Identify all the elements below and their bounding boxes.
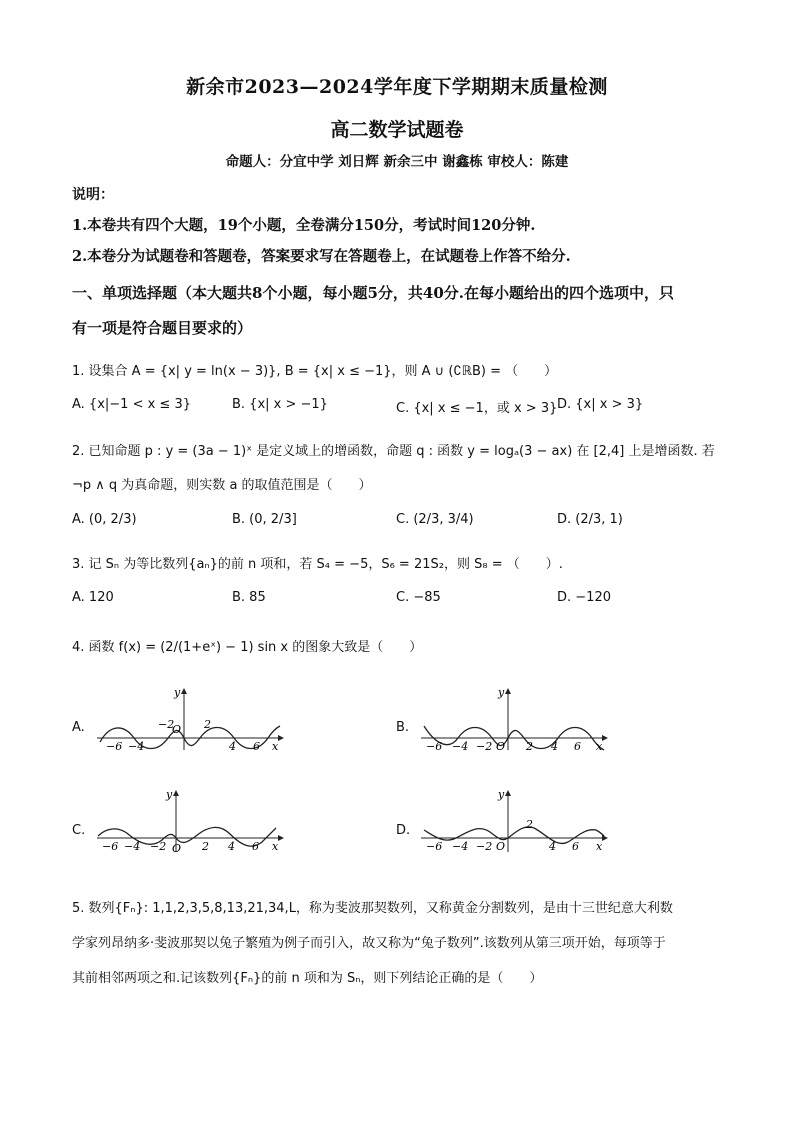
graph-d-y-label: y xyxy=(498,788,505,801)
graph-a-tick-2: 2 xyxy=(204,718,211,731)
graph-b-tick-6: 6 xyxy=(574,740,581,753)
graph-b-y-label: y xyxy=(498,686,505,699)
section-heading-line1: 一、单项选择题（本大题共8个小题，每小题5分，共40分.在每小题给出的四个选项中，只 xyxy=(72,284,674,302)
graph-c xyxy=(92,788,292,862)
question-3-option-d: D. −120 xyxy=(557,590,611,605)
question-1-option-d: D. {x| x > 3} xyxy=(557,397,644,412)
question-3-option-c: C. −85 xyxy=(396,590,441,605)
question-2-stem-line1: 2. 已知命题 p : y = (3a − 1)ˣ 是定义域上的增函数，命题 q : 函数 y = logₐ(3 − ax) 在 [2,4] 上是增函数. 若 xyxy=(72,444,715,459)
graph-c-tick-neg4: −4 xyxy=(124,840,141,853)
question-2-option-c: C. (2/3, 3/4) xyxy=(396,512,474,527)
graph-a-tick-neg2: −2 xyxy=(158,718,175,731)
graph-a-y-arrow xyxy=(181,688,187,694)
exam-authors: 命题人：分宜中学 刘日辉 新余三中 谢鑫栋 审校人：陈建 xyxy=(225,154,569,170)
graph-c-tick-4: 4 xyxy=(228,840,235,853)
graph-b xyxy=(416,686,616,760)
graph-a-label: A. xyxy=(72,720,85,735)
graph-a-tick-4: 4 xyxy=(229,740,236,753)
graph-c-tick-neg2: −2 xyxy=(150,840,167,853)
graph-b-svg xyxy=(416,686,616,756)
graph-d-tick-2: 2 xyxy=(526,818,533,831)
graph-d-tick-6: 6 xyxy=(572,840,579,853)
graph-c-y-arrow xyxy=(173,790,179,796)
graph-a-y-label: y xyxy=(174,686,181,699)
graph-a-origin: O xyxy=(172,723,182,736)
note-item-1: 1.本卷共有四个大题，19个小题，全卷满分150分，考试时间120分钟. xyxy=(72,217,536,234)
graph-b-tick-neg2: −2 xyxy=(476,740,493,753)
graph-a-svg xyxy=(92,686,292,756)
graph-a-x-arrow xyxy=(278,735,284,741)
section-heading-line2: 有一项是符合题目要求的） xyxy=(72,319,253,337)
question-5-line1: 5. 数列{Fₙ}: 1,1,2,3,5,8,13,21,34,L，称为斐波那契数列，又称黄金分割数列，是由十三世纪意大利数 xyxy=(72,901,673,916)
exam-subtitle: 高二数学试题卷 xyxy=(330,119,464,141)
graph-b-tick-2: 2 xyxy=(526,740,533,753)
graph-d-y-arrow xyxy=(505,790,511,796)
graph-d-label: D. xyxy=(396,823,411,838)
question-1-option-a: A. {x|−1 < x ≤ 3} xyxy=(72,397,191,412)
question-5-line2: 学家列昂纳多·斐波那契以兔子繁殖为例子而引入，故又称为“兔子数列”.该数列从第三项开始，每项等于 xyxy=(72,936,666,951)
graph-c-y-label: y xyxy=(166,788,173,801)
graph-b-tick-4: 4 xyxy=(551,740,558,753)
graph-d-tick-neg4: −4 xyxy=(452,840,469,853)
graph-d-tick-neg2: −2 xyxy=(476,840,493,853)
graph-d-svg xyxy=(416,788,616,858)
graph-c-label: C. xyxy=(72,823,86,838)
graph-d-tick-4: 4 xyxy=(549,840,556,853)
graph-d-tick-neg6: −6 xyxy=(426,840,443,853)
graph-c-svg xyxy=(92,788,292,858)
graph-a-tick-neg6: −6 xyxy=(106,740,123,753)
graph-d-origin: O xyxy=(496,840,506,853)
question-2-option-d: D. (2/3, 1) xyxy=(557,512,623,527)
graph-b-origin: O xyxy=(496,740,506,753)
question-1-option-b: B. {x| x > −1} xyxy=(232,397,328,412)
question-1-option-c: C. {x| x ≤ −1，或 x > 3} xyxy=(396,401,558,416)
graph-b-tick-neg6: −6 xyxy=(426,740,443,753)
graph-a xyxy=(92,686,292,760)
graph-a-x-label: x xyxy=(272,740,279,753)
question-2-option-b: B. (0, 2/3] xyxy=(232,512,297,527)
graph-a-tick-6: 6 xyxy=(253,740,260,753)
graph-c-x-arrow xyxy=(278,835,284,841)
note-item-2: 2.本卷分为试题卷和答题卷，答案要求写在答题卷上，在试题卷上作答不给分. xyxy=(72,248,571,265)
question-3-option-a: A. 120 xyxy=(72,590,114,605)
question-1-stem: 1. 设集合 A = {x| y = ln(x − 3)}, B = {x| x ≤ −1}，则 A ∪ (∁ℝB) = （ ） xyxy=(72,364,558,379)
graph-b-label: B. xyxy=(396,720,410,735)
graph-b-tick-neg4: −4 xyxy=(452,740,469,753)
graph-c-tick-2: 2 xyxy=(202,840,209,853)
graph-b-y-arrow xyxy=(505,688,511,694)
graph-c-origin: O xyxy=(172,842,182,855)
graph-c-x-label: x xyxy=(272,840,279,853)
question-4-stem: 4. 函数 f(x) = (2/(1+eˣ) − 1) sin x 的图象大致是（ ） xyxy=(72,640,423,655)
graph-b-x-label: x xyxy=(596,740,603,753)
graph-d-x-label: x xyxy=(596,840,603,853)
graph-b-x-arrow xyxy=(602,735,608,741)
question-3-option-b: B. 85 xyxy=(232,590,266,605)
graph-d xyxy=(416,788,616,862)
question-2-option-a: A. (0, 2/3) xyxy=(72,512,137,527)
question-2-stem-line2: ¬p ∧ q 为真命题，则实数 a 的取值范围是（ ） xyxy=(72,478,372,493)
question-3-stem: 3. 记 Sₙ 为等比数列{aₙ}的前 n 项和，若 S₄ = −5，S₆ = 21S₂，则 S₈ = （ ）. xyxy=(72,557,563,572)
question-5-line3: 其前相邻两项之和.记该数列{Fₙ}的前 n 项和为 Sₙ，则下列结论正确的是（ ） xyxy=(72,971,543,986)
graph-c-tick-6: 6 xyxy=(252,840,259,853)
notes-label: 说明： xyxy=(72,187,114,203)
exam-title: 新余市2023—2024学年度下学期期末质量检测 xyxy=(186,76,608,98)
graph-d-x-arrow xyxy=(602,835,608,841)
graph-c-tick-neg6: −6 xyxy=(102,840,119,853)
graph-a-tick-neg4: −4 xyxy=(128,740,145,753)
